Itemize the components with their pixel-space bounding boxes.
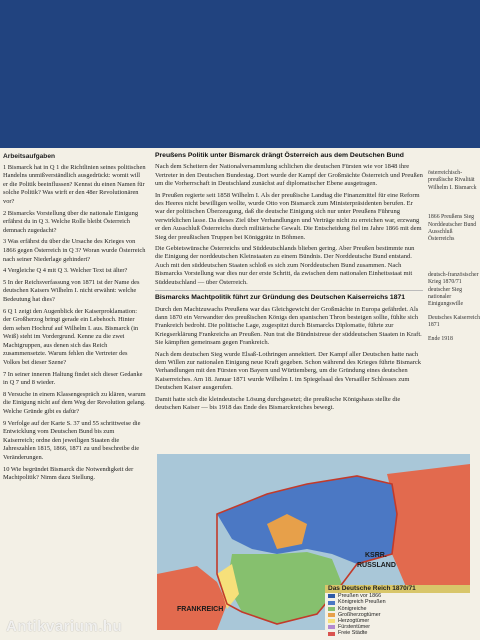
margin-note-2: 1866 Preußens Sieg Norddeutscher Bund Ausschluß Österreichs: [428, 214, 477, 243]
legend-item: Königreich Preußen: [325, 599, 470, 605]
main-text-column: [155, 150, 423, 450]
map-legend: [325, 585, 470, 635]
legend-item: Herzogtümer: [325, 618, 470, 624]
legend-item: Fürstentümer: [325, 624, 470, 630]
legend-item: Großherzogtümer: [325, 612, 470, 618]
exercise-3: 3 Was erfährst du über die Ursache des Krieges von 1866 gegen Österreich in Q 3? Woran wurde Österreich nach seiner Niederlage gehindert?: [3, 238, 146, 263]
legend-title: Das Deutsche Reich 1870/71: [325, 585, 470, 593]
section-divider: [155, 290, 423, 291]
paragraph-4: Durch den Machtzuwachs Preußens war das Gleichgewicht der Großmächte in Europa gefährdet. Als dann 1870 ein Verwandter des preußischen Königs den spanischen Thron besteigen sollte, fühlte sich Frankreich bedroht. Die politische Lage, zugespitzt durch Bismarcks Diplomatie, führte zur Kriegserklärung Frankreichs an Preußen. Nun trat die Bündnistreue der süddeutschen Staaten in Kraft. Sie kämpften gemeinsam gegen Frankreich.: [155, 305, 422, 347]
map-region-france: [157, 566, 227, 630]
section-heading-1: Preußens Politik unter Bismarck drängt Österreich aus dem Deutschen Bund: [155, 152, 404, 159]
map-label-russland: RUSSLAND: [357, 562, 396, 569]
paragraph-5: Nach dem deutschen Sieg wurde Elsaß-Lothringen annektiert. Der Kampf aller Deutschen hatte nach dem Willen zur nationalen Einigung neue Kraft gegeben. Schon während des Krieges führte Bismarck Verhandlungen mit den Fürsten von Bayern und Württemberg, um die Gründung eines deutschen Kaiserreiches. Am 18. Januar 1871 wurde Wilhelm I. im Spiegelsaal des Versailler Schlosses zum Deutschen Kaiser ausgerufen.: [155, 350, 422, 392]
exercises-heading: Arbeitsaufgaben: [3, 153, 56, 160]
section-heading-2: Bismarcks Machtpolitik führt zur Gründung des Deutschen Kaiserreichs 1871: [155, 294, 406, 302]
exercise-2: 2 Bismarcks Vorstellung über die nationale Einigung erfährst du in Q 3. Welche Rolle bleibt Österreich demnach zugedacht?: [3, 209, 139, 234]
paragraph-3: Die Gebietswünsche Österreichs und Süddeutschlands blieben gering. Aber Preußen bestimmte nun die Einigung der norddeutschen Kleinstaaten zu einem Bündnis. Der Norddeutsche Bund entstand. Auch mit den süddeutschen Staaten schloß es sich zum Norddeutschen Bund zusammen. Nach Bismarcks Vorstellung war dies nur der erste Schritt, da zwischen dem nationalen Einheitsstaat mit Süddeutschland — über Österreich.: [155, 245, 415, 286]
exercises-column: [3, 150, 146, 628]
exercise-9: 9 Verfolge auf der Karte S. 37 und 55 schrittweise die Entwicklung vom Deutschen Bund bis zum Kaiserreich; ordne den jeweiligen Staaten die Jahreszahlen 1815, 1866, 1871 zu und beschreibe die Veränderungen.: [3, 419, 141, 461]
map-label-ksrr: KSRR.: [365, 552, 387, 559]
exercise-10: 10 Wie begründet Bismarck die Notwendigkeit der Machtpolitik? Nimm dazu Stellung.: [3, 465, 134, 482]
paragraph-1: Nach dem Scheitern der Nationalversammlung schlichen die deutschen Fürsten wie vor 1848 ihre Vertreter in den Deutschen Bundestag. Dort wurde der Kampf der Großmächte Österreich und Preußen um die Vorherrschaft in Deutschland zunächst auf diplomatischer Ebene ausgetragen.: [155, 163, 423, 188]
legend-item: Freie Städte: [325, 630, 470, 636]
legend-item: Königreiche: [325, 606, 470, 612]
legend-item: Preußen vor 1866: [325, 593, 470, 599]
watermark-logo: Antikvarium.hu: [6, 618, 123, 635]
margin-note-5: Ende 1918: [428, 335, 453, 342]
margin-note-4: Deutsches Kaiserreich 1871: [428, 314, 480, 329]
exercise-1: 1 Bismarck hat in Q 1 die Richtlinien seines politischen Handelns unmißverständlich ausgedrückt: womit will er die Politik beeinflussen? Kennst du einen Namen für solche Politik? Was wirft er den 48er Revolutionären vor?: [3, 163, 146, 205]
margin-note-1: österreichisch-preußische Rivalität Wilhelm I. Bismarck: [428, 170, 477, 191]
map-region-prussia: [217, 476, 397, 564]
exercise-4: 4 Vergleiche Q 4 mit Q 3. Welcher Text ist älter?: [3, 267, 128, 275]
exercise-7: 7 In seiner inneren Haltung findet sich dieser Gedanke in Q 7 und 8 wieder.: [3, 370, 143, 387]
map-region-russia: [387, 464, 470, 594]
paragraph-2: In Preußen regierte seit 1858 Wilhelm I. Als der preußische Landtag die Finanzmittel für eine Reform des Heeres nicht bewilligen wollte, wurde Otto von Bismarck zum Ministerpräsidenten berufen. Er war der politischen Überzeugung, daß die deutsche Einigung sich nur unter Preußens Führung verwirklichen lasse. Da dieses Ziel über Verhandlungen und Verträge nicht zu erreichen war, erzwang er den Ausschluß Österreichs durch militärische Gewalt. Die Entscheidung fiel im Jahre 1866 mit dem Sieg der preußischen Truppen bei Königgrätz in Böhmen.: [155, 191, 422, 241]
exercise-8: 8 Versuche in einem Klassengespräch zu klären, warum die Einigung nicht auf dem Weg der Revolution gelang. Welche Gründe gibt es dafür?: [3, 390, 146, 416]
map-label-frankreich: FRANKREICH: [177, 606, 224, 613]
paragraph-6: Damit hatte sich die kleindeutsche Lösung durchgesetzt; die preußische Königshaus stellte die deutschen Kaiser — bis 1918 das Ende des Bismarckreiches bewegt.: [155, 395, 401, 411]
exercise-5: 5 In der Reichsverfassung von 1871 ist der Name des deutschen Kaisers Wilhelm I. nicht erwähnt: welche Bedeutung hat dies?: [3, 278, 140, 303]
page-top-shadow: [0, 0, 480, 150]
margin-note-3: deutsch-französischer Krieg 1870/71 deutscher Sieg nationaler Einigungswille: [428, 271, 479, 308]
exercise-6: 6 Q 1 zeigt den Augenblick der Kaiserproklamation: der Großherzog bringt gerade ein Lebehoch. Hinter dem sehen Hochruf auf Wilhelm I. aus. Bismarck (in Weiß) steht im Vordergrund. Kenne zu die zwei Machtgruppen, aus denen sich das Reich zusammensetzte. Warum fehlen die Vertreter des Volkes bei dieser Szene?: [3, 307, 139, 367]
